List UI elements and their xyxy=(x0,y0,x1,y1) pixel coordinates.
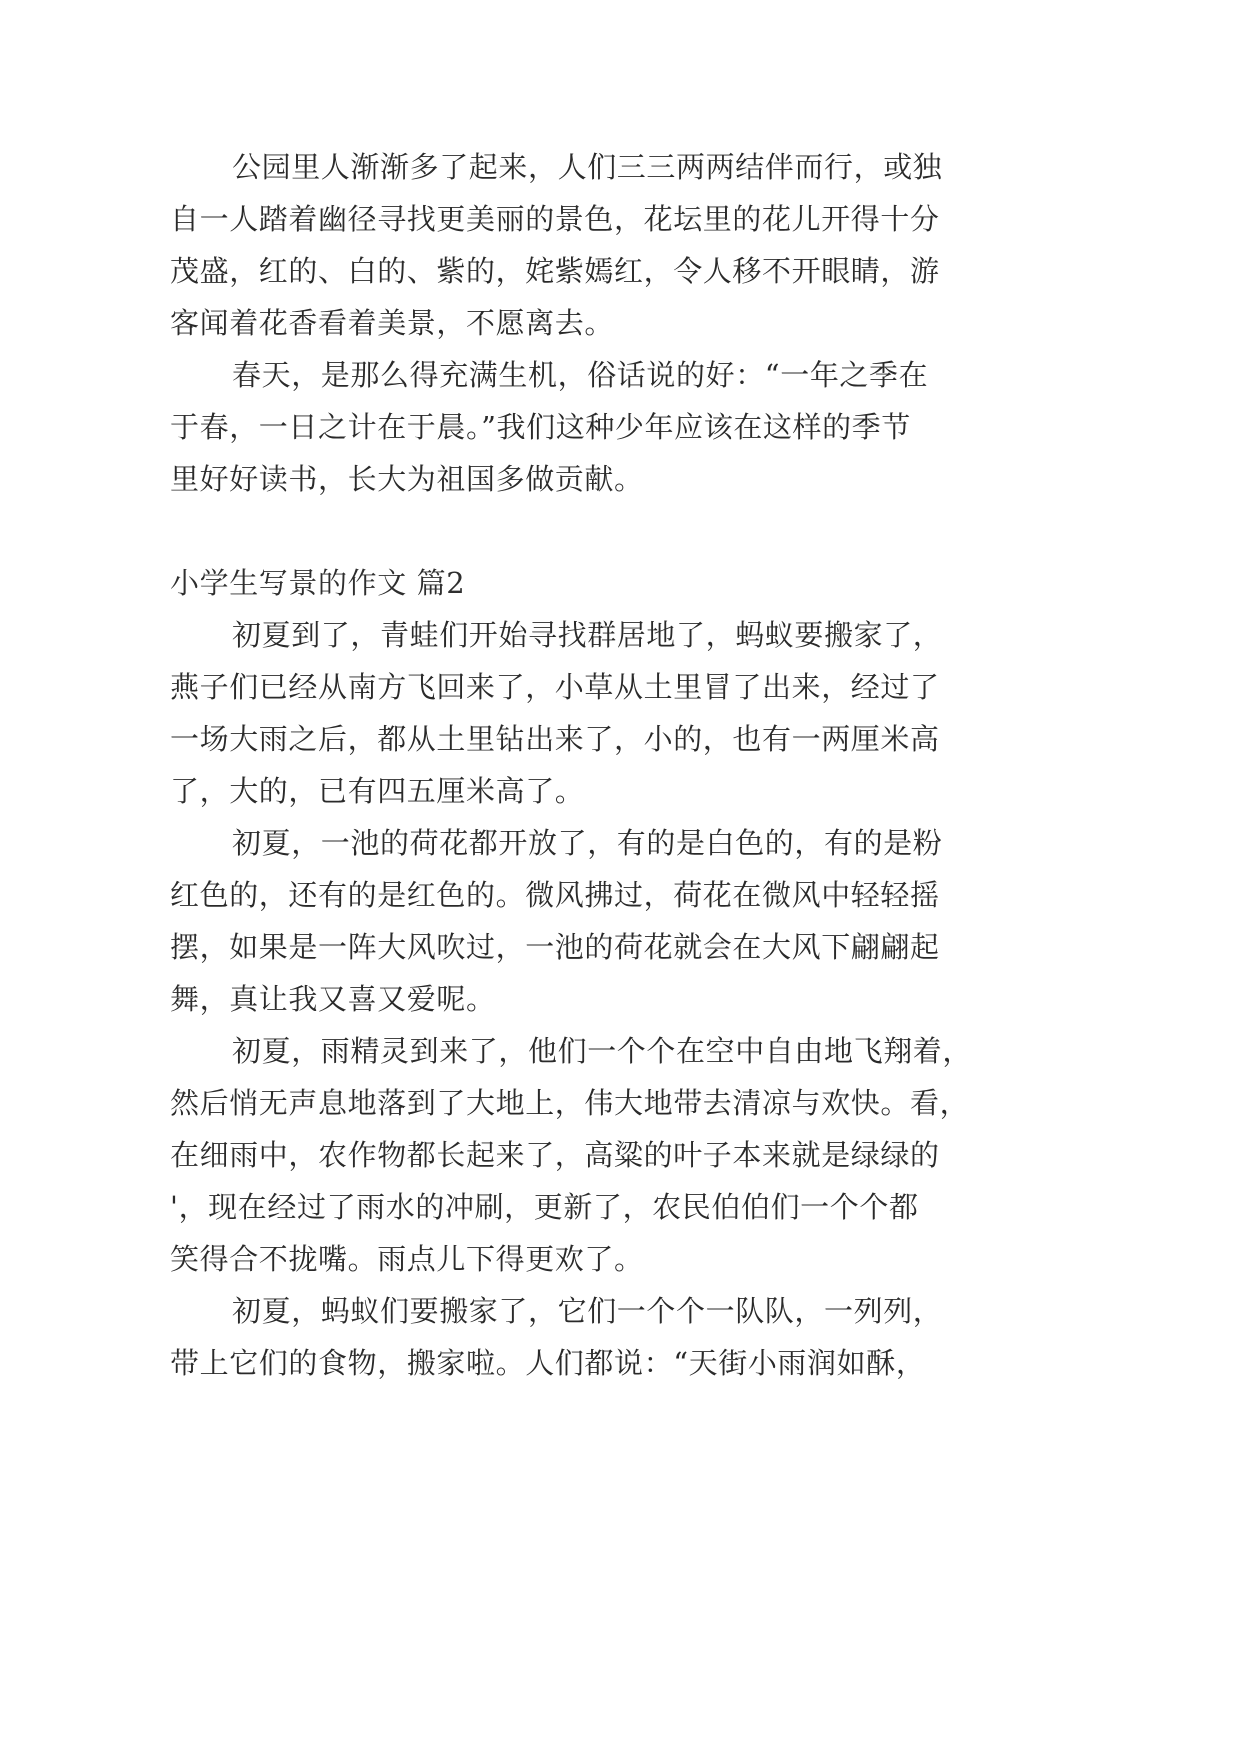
text-line: 笑得合不拢嘴。雨点儿下得更欢了。 xyxy=(170,1242,644,1276)
text-line: 茂盛，红的、白的、紫的，姹紫嫣红，令人移不开眼睛，游 xyxy=(170,254,940,288)
text-line: 春天，是那么得充满生机，俗话说的好：“一年之季在 xyxy=(232,358,929,392)
paragraph xyxy=(170,1025,1070,1285)
text-line: 初夏，雨精灵到来了，他们一个个在空中自由地飞翔着， xyxy=(232,1034,973,1068)
text-line: 在细雨中，农作物都长起来了，高粱的叶子本来就是绿绿的 xyxy=(170,1138,940,1172)
paragraph xyxy=(170,1285,1070,1389)
text-line: 于春，一日之计在于晨。”我们这种少年应该在这样的季节 xyxy=(170,410,911,444)
text-line: 一场大雨之后，都从土里钻出来了，小的，也有一两厘米高 xyxy=(170,722,940,756)
section-heading: 小学生写景的作文 篇2 xyxy=(170,566,466,600)
text-line: 红色的，还有的是红色的。微风拂过，荷花在微风中轻轻摇 xyxy=(170,878,940,912)
text-line: 初夏，一池的荷花都开放了，有的是白色的，有的是粉 xyxy=(232,826,943,860)
text-line: 然后悄无声息地落到了大地上，伟大地带去清凉与欢快。看， xyxy=(170,1086,970,1120)
paragraph xyxy=(170,349,1070,505)
text-line: 里好好读书，长大为祖国多做贡献。 xyxy=(170,462,644,496)
text-line: 公园里人渐渐多了起来，人们三三两两结伴而行，或独 xyxy=(232,150,943,184)
blank-line xyxy=(170,505,1070,557)
text-line: 带上它们的食物，搬家啦。人们都说：“天街小雨润如酥， xyxy=(170,1346,926,1380)
text-line: 初夏，蚂蚁们要搬家了，它们一个个一队队，一列列， xyxy=(232,1294,943,1328)
text-line: 初夏到了，青蛙们开始寻找群居地了，蚂蚁要搬家了， xyxy=(232,618,943,652)
text-line: 了，大的，已有四五厘米高了。 xyxy=(170,774,585,808)
text-line: 燕子们已经从南方飞回来了，小草从土里冒了出来，经过了 xyxy=(170,670,940,704)
paragraph xyxy=(170,817,1070,1025)
text-line: '，现在经过了雨水的冲刷，更新了，农民伯伯们一个个都 xyxy=(170,1190,919,1224)
paragraph xyxy=(170,609,1070,817)
paragraph xyxy=(170,141,1070,349)
text-line: 客闻着花香看着美景，不愿离去。 xyxy=(170,306,615,340)
document-body xyxy=(170,141,1070,1389)
text-line: 舞，真让我又喜又爱呢。 xyxy=(170,982,496,1016)
section-2 xyxy=(170,557,1070,1389)
section-1 xyxy=(170,141,1070,505)
text-line: 自一人踏着幽径寻找更美丽的景色，花坛里的花儿开得十分 xyxy=(170,202,940,236)
text-line: 摆，如果是一阵大风吹过，一池的荷花就会在大风下翩翩起 xyxy=(170,930,940,964)
